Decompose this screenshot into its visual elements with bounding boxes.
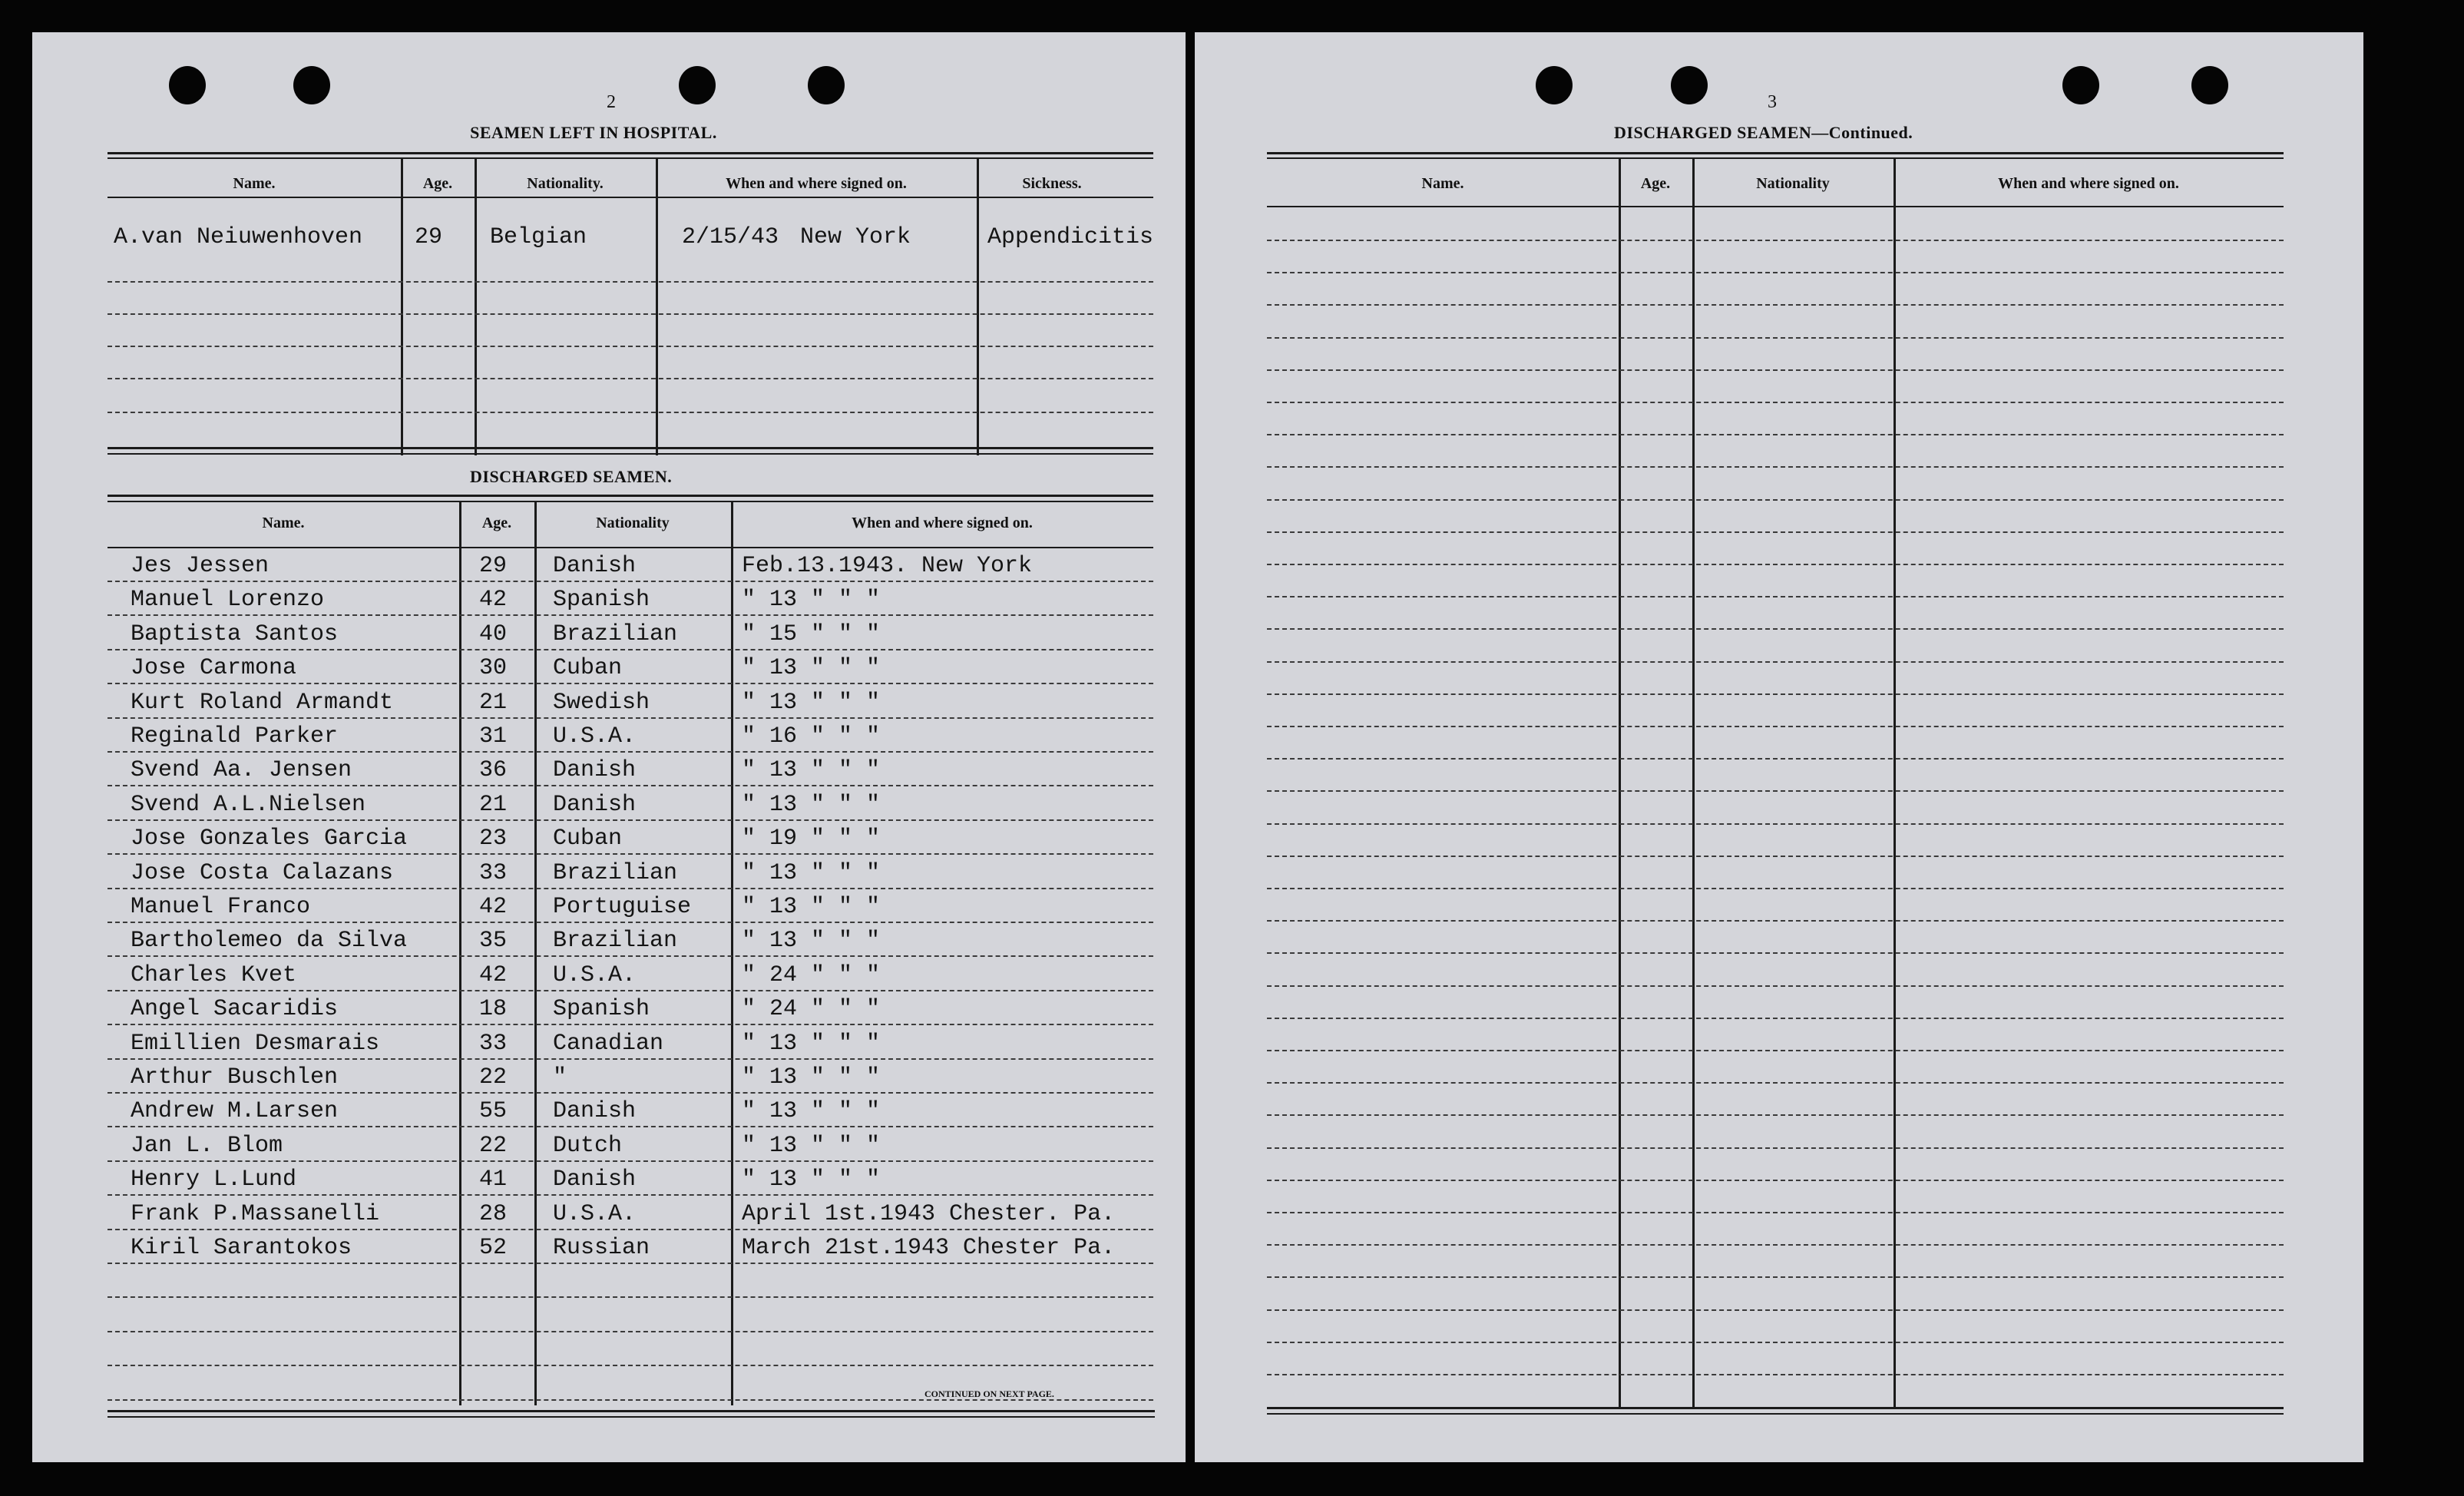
row-rule — [1267, 1212, 2284, 1213]
seaman-age: 42 — [479, 587, 508, 614]
seaman-signed-on: " 13 " " " — [742, 1064, 881, 1091]
row-rule — [1267, 726, 2284, 727]
seaman-age: 28 — [479, 1200, 508, 1227]
punch-hole — [2062, 66, 2099, 104]
row-rule — [107, 1229, 1153, 1230]
column-divider — [1619, 159, 1621, 1408]
rule — [107, 501, 1153, 502]
seaman-signed-on: " 24 " " " — [742, 996, 881, 1023]
row-rule — [107, 281, 1153, 283]
row-rule — [1267, 1244, 2284, 1246]
row-rule — [1267, 1309, 2284, 1311]
seaman-nationality: Danish — [553, 553, 637, 579]
seaman-signed-on: " 13 " " " — [742, 655, 881, 682]
row-rule — [1267, 1114, 2284, 1116]
hospital-sickness: Appendicitis — [987, 224, 1154, 250]
seaman-name: Kurt Roland Armandt — [131, 689, 394, 716]
row-rule — [107, 819, 1153, 821]
row-rule — [107, 378, 1153, 379]
continued-header-nationality: Nationality — [1756, 175, 1830, 192]
seaman-name: Bartholemeo da Silva — [131, 928, 408, 955]
row-rule — [1267, 661, 2284, 663]
row-rule — [107, 1160, 1153, 1162]
seaman-nationality: Russian — [553, 1235, 650, 1261]
row-rule — [107, 1263, 1153, 1264]
row-rule — [107, 1126, 1153, 1127]
seaman-age: 42 — [479, 961, 508, 988]
row-rule — [1267, 693, 2284, 695]
seaman-nationality: Dutch — [553, 1132, 623, 1159]
hospital-name: A.van Neiuwenhoven — [114, 224, 363, 250]
row-rule — [1267, 1018, 2284, 1019]
seaman-signed-on: " 13 " " " — [742, 1167, 881, 1193]
rule — [107, 495, 1153, 497]
row-rule — [107, 717, 1153, 719]
seaman-name: Jes Jessen — [131, 553, 270, 579]
row-rule — [107, 785, 1153, 786]
hospital-age: 29 — [415, 224, 443, 250]
discharged-header-name: Name. — [262, 515, 305, 531]
seaman-nationality: Spanish — [553, 587, 650, 614]
seaman-name: Svend Aa. Jensen — [131, 757, 352, 784]
continued-header-name: Name. — [1421, 175, 1464, 192]
row-rule — [1267, 1147, 2284, 1149]
seaman-age: 55 — [479, 1098, 508, 1125]
row-rule — [107, 581, 1153, 582]
rule — [107, 547, 1153, 548]
discharged-header-age: Age. — [481, 515, 512, 531]
row-rule — [1267, 823, 2284, 825]
seaman-signed-on: " 13 " " " — [742, 1132, 881, 1159]
row-rule — [107, 346, 1153, 347]
seaman-name: Emillien Desmarais — [131, 1030, 380, 1057]
seaman-name: Henry L.Lund — [131, 1167, 297, 1193]
row-rule — [1267, 240, 2284, 241]
continued-header-signed-on: When and where signed on. — [1998, 175, 2179, 192]
seaman-age: 40 — [479, 621, 508, 647]
seaman-nationality: Brazilian — [553, 859, 678, 886]
row-rule — [1267, 304, 2284, 306]
row-rule — [1267, 531, 2284, 533]
seaman-name: Manuel Franco — [131, 894, 311, 920]
seaman-age: 33 — [479, 1030, 508, 1057]
column-divider — [1893, 159, 1896, 1408]
seaman-signed-on: " 13 " " " — [742, 859, 881, 886]
punch-hole — [293, 66, 330, 104]
seaman-name: Frank P.Massanelli — [131, 1200, 380, 1227]
seaman-name: Svend A.L.Nielsen — [131, 791, 366, 818]
row-rule — [1267, 628, 2284, 630]
hospital-date: 2/15/43 — [682, 224, 779, 250]
seaman-nationality: Danish — [553, 1098, 637, 1125]
seaman-signed-on: " 19 " " " — [742, 826, 881, 852]
right-page — [1195, 32, 2363, 1462]
rule — [107, 447, 1153, 449]
row-rule — [1267, 1276, 2284, 1278]
seaman-age: 22 — [479, 1064, 508, 1091]
row-rule — [1267, 369, 2284, 371]
row-rule — [1267, 1050, 2284, 1051]
seaman-nationality: Danish — [553, 757, 637, 784]
row-rule — [107, 751, 1153, 753]
row-rule — [107, 1058, 1153, 1060]
seaman-age: 22 — [479, 1132, 508, 1159]
row-rule — [107, 1296, 1153, 1298]
punch-hole — [1536, 66, 1573, 104]
seaman-age: 29 — [479, 553, 508, 579]
seaman-signed-on: " 13 " " " — [742, 894, 881, 920]
continued-footer: CONTINUED ON NEXT PAGE. — [924, 1388, 1054, 1399]
row-rule — [107, 888, 1153, 889]
row-rule — [1267, 1374, 2284, 1375]
seaman-nationality: Swedish — [553, 689, 650, 716]
seaman-signed-on: March 21st.1943 Chester Pa. — [742, 1235, 1116, 1261]
row-rule — [107, 990, 1153, 991]
seaman-name: Baptista Santos — [131, 621, 339, 647]
seaman-name: Jose Costa Calazans — [131, 859, 394, 886]
row-rule — [107, 1194, 1153, 1196]
row-rule — [1267, 434, 2284, 435]
page-number: 2 — [607, 92, 616, 112]
rule — [1267, 1413, 2284, 1415]
punch-hole — [169, 66, 206, 104]
punch-hole — [679, 66, 716, 104]
row-rule — [1267, 402, 2284, 403]
seaman-name: Charles Kvet — [131, 961, 297, 988]
column-divider — [534, 502, 537, 1405]
seaman-name: Jose Gonzales Garcia — [131, 826, 408, 852]
row-rule — [107, 955, 1153, 957]
row-rule — [1267, 1082, 2284, 1084]
seaman-signed-on: " 24 " " " — [742, 961, 881, 988]
row-rule — [107, 1024, 1153, 1025]
rule — [107, 1410, 1155, 1412]
seaman-age: 41 — [479, 1167, 508, 1193]
punch-hole — [2191, 66, 2228, 104]
seaman-signed-on: " 13 " " " — [742, 757, 881, 784]
row-rule — [107, 412, 1153, 413]
rule — [107, 453, 1153, 455]
row-rule — [107, 853, 1153, 855]
column-divider — [731, 502, 733, 1405]
seaman-signed-on: " 13 " " " — [742, 1030, 881, 1057]
seaman-nationality: Brazilian — [553, 621, 678, 647]
row-rule — [1267, 920, 2284, 922]
seaman-nationality: Spanish — [553, 996, 650, 1023]
seaman-nationality: Cuban — [553, 655, 623, 682]
seaman-name: Andrew M.Larsen — [131, 1098, 339, 1125]
row-rule — [107, 313, 1153, 315]
seaman-nationality: Portuguise — [553, 894, 692, 920]
rule — [1267, 152, 2284, 154]
seaman-signed-on: " 13 " " " — [742, 928, 881, 955]
seaman-nationality: Cuban — [553, 826, 623, 852]
row-rule — [1267, 596, 2284, 597]
punch-hole — [1671, 66, 1708, 104]
rule — [107, 157, 1153, 159]
seaman-nationality: " — [553, 1064, 567, 1091]
continued-section-title: DISCHARGED SEAMEN—Continued. — [1614, 123, 1913, 142]
rule — [107, 152, 1153, 154]
row-rule — [107, 1365, 1153, 1366]
row-rule — [1267, 564, 2284, 565]
seaman-age: 36 — [479, 757, 508, 784]
seaman-age: 33 — [479, 859, 508, 886]
seaman-nationality: Danish — [553, 791, 637, 818]
seaman-age: 23 — [479, 826, 508, 852]
discharged-section-title: DISCHARGED SEAMEN. — [470, 467, 673, 486]
seaman-name: Kiril Sarantokos — [131, 1235, 352, 1261]
row-rule — [1267, 1342, 2284, 1343]
seaman-nationality: U.S.A. — [553, 723, 637, 750]
column-divider — [1692, 159, 1695, 1408]
row-rule — [107, 922, 1153, 923]
row-rule — [1267, 499, 2284, 501]
rule — [107, 1416, 1155, 1418]
row-rule — [1267, 272, 2284, 273]
seaman-signed-on: April 1st.1943 Chester. Pa. — [742, 1200, 1116, 1227]
rule — [107, 197, 1153, 198]
row-rule — [107, 1331, 1153, 1332]
column-divider — [459, 502, 461, 1405]
seaman-name: Angel Sacaridis — [131, 996, 339, 1023]
hospital-header-age: Age. — [422, 175, 453, 192]
row-rule — [1267, 790, 2284, 792]
left-page — [32, 32, 1186, 1462]
seaman-signed-on: " 13 " " " — [742, 587, 881, 614]
row-rule — [107, 1092, 1153, 1094]
seaman-signed-on: " 13 " " " — [742, 791, 881, 818]
row-rule — [1267, 952, 2284, 954]
seaman-age: 18 — [479, 996, 508, 1023]
hospital-place: New York — [800, 224, 911, 250]
seaman-age: 52 — [479, 1235, 508, 1261]
row-rule — [107, 683, 1153, 684]
seaman-age: 35 — [479, 928, 508, 955]
seaman-age: 30 — [479, 655, 508, 682]
seaman-signed-on: " 15 " " " — [742, 621, 881, 647]
discharged-header-nationality: Nationality — [596, 515, 670, 531]
row-rule — [107, 649, 1153, 650]
hospital-header-nationality: Nationality. — [527, 175, 604, 192]
rule — [1267, 157, 2284, 159]
seaman-nationality: Canadian — [553, 1030, 664, 1057]
row-rule — [1267, 758, 2284, 760]
seaman-name: Arthur Buschlen — [131, 1064, 339, 1091]
seaman-signed-on: Feb.13.1943. New York — [742, 553, 1033, 579]
row-rule — [1267, 466, 2284, 468]
seaman-age: 21 — [479, 689, 508, 716]
seaman-name: Jan L. Blom — [131, 1132, 283, 1159]
seaman-age: 31 — [479, 723, 508, 750]
seaman-age: 21 — [479, 791, 508, 818]
seaman-nationality: U.S.A. — [553, 1200, 637, 1227]
seaman-nationality: Brazilian — [553, 928, 678, 955]
rule — [1267, 1407, 2284, 1409]
seaman-signed-on: " 16 " " " — [742, 723, 881, 750]
seaman-name: Manuel Lorenzo — [131, 587, 325, 614]
hospital-header-name: Name. — [233, 175, 276, 192]
rule — [1267, 206, 2284, 207]
row-rule — [107, 614, 1153, 616]
row-rule — [1267, 1180, 2284, 1181]
continued-header-age: Age. — [1640, 175, 1671, 192]
seaman-nationality: Danish — [553, 1167, 637, 1193]
seaman-signed-on: " 13 " " " — [742, 1098, 881, 1125]
seaman-signed-on: " 13 " " " — [742, 689, 881, 716]
discharged-header-signed-on: When and where signed on. — [852, 515, 1033, 531]
hospital-nationality: Belgian — [490, 224, 587, 250]
row-rule — [1267, 856, 2284, 857]
seaman-age: 42 — [479, 894, 508, 920]
seaman-name: Reginald Parker — [131, 723, 339, 750]
hospital-header-sickness: Sickness. — [1022, 175, 1082, 192]
row-rule — [1267, 985, 2284, 987]
row-rule — [1267, 337, 2284, 339]
seaman-nationality: U.S.A. — [553, 961, 637, 988]
page-number: 3 — [1768, 92, 1777, 112]
hospital-header-signed-on: When and where signed on. — [726, 175, 907, 192]
punch-hole — [808, 66, 845, 104]
hospital-section-title: SEAMEN LEFT IN HOSPITAL. — [470, 123, 717, 142]
row-rule — [1267, 888, 2284, 889]
seaman-name: Jose Carmona — [131, 655, 297, 682]
